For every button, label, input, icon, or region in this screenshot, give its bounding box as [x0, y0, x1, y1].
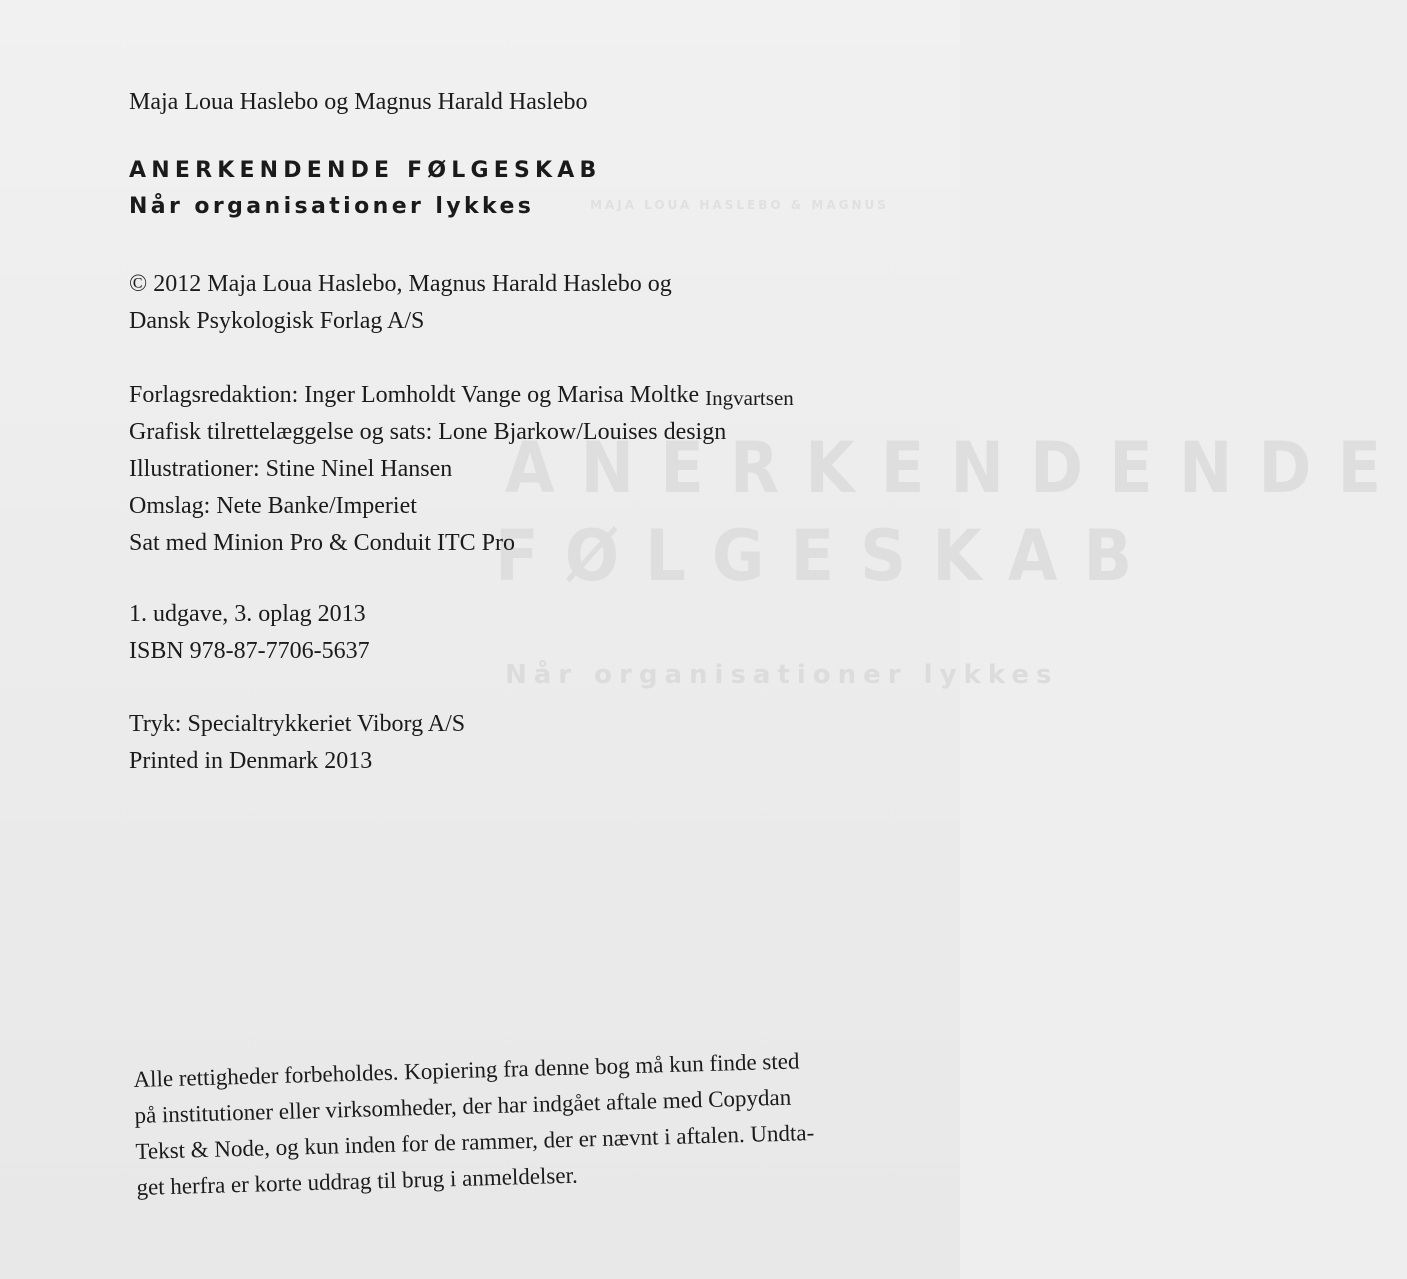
- rights-line: på institutioner eller virksomheder, der har indgået aftale med Copydan: [134, 1084, 792, 1128]
- printed-in-line: Printed in Denmark 2013: [129, 748, 373, 774]
- print-block: [129, 706, 465, 780]
- show-through-title-line-1: ANERKENDENDE: [505, 428, 1407, 510]
- copyright-block: [129, 266, 672, 340]
- book-title: ANERKENDENDE FØLGESKAB: [129, 158, 602, 183]
- book-subtitle: Når organisationer lykkes: [129, 194, 535, 219]
- rights-line: get herfra er korte uddrag til brug i anmeldelser.: [136, 1162, 578, 1200]
- copyright-line: © 2012 Maja Loua Haslebo, Magnus Harald Haslebo og: [129, 271, 672, 297]
- copyright-line: Dansk Psykologisk Forlag A/S: [129, 308, 425, 334]
- isbn-line: ISBN 978-87-7706-5637: [129, 638, 370, 664]
- credit-line-editors: [129, 377, 794, 414]
- rights-line: Alle rettigheder forbeholdes. Kopiering fra denne bog må kun finde sted: [133, 1048, 800, 1092]
- credit-line-editors-tail: Ingvartsen: [705, 386, 794, 410]
- printer-line: Tryk: Specialtrykkeriet Viborg A/S: [129, 711, 466, 737]
- show-through-title-line-2: FØLGESKAB: [495, 516, 1159, 598]
- edition-block: [129, 596, 370, 670]
- show-through-subtitle: Når organisationer lykkes: [505, 660, 1059, 690]
- credit-line-design: Grafisk tilrettelæggelse og sats: Lone Bjarkow/Louises design: [129, 419, 727, 445]
- credit-line-cover: Omslag: Nete Banke/Imperiet: [129, 493, 417, 519]
- rights-line: Tekst & Node, og kun inden for de rammer, der er nævnt i aftalen. Undta-: [135, 1120, 815, 1164]
- credits-block: [129, 377, 794, 562]
- credit-line-illustrations: Illustrationer: Stine Ninel Hansen: [129, 456, 453, 482]
- credit-line-typeface: Sat med Minion Pro & Conduit ITC Pro: [129, 530, 516, 556]
- show-through-authors: MAJA LOUA HASLEBO & MAGNUS: [590, 198, 889, 212]
- edition-line: 1. udgave, 3. oplag 2013: [129, 601, 366, 627]
- authors-line: Maja Loua Haslebo og Magnus Harald Haslebo: [129, 89, 588, 115]
- rights-notice: [133, 1043, 816, 1206]
- credit-line-editors-main: Forlagsredaktion: Inger Lomholdt Vange og Marisa Moltke: [129, 382, 700, 408]
